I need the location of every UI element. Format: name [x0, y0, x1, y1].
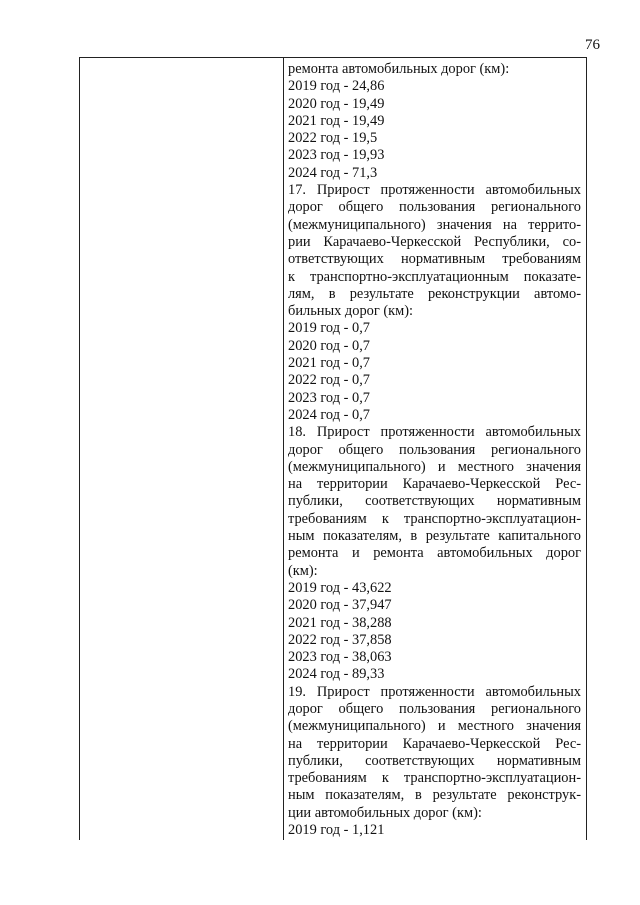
indicator-19-text: (межмуниципального) и местного значения: [288, 718, 581, 735]
indicator-19-text: ным показателям, в результате реконструк-: [288, 787, 581, 804]
indicator-17-text: дорог общего пользования регионального: [288, 199, 581, 216]
table-right-cell: [284, 58, 586, 840]
indicator-19-text: дорог общего пользования регионального: [288, 700, 581, 717]
indicator-18-text: 18. Прирост протяженности автомобильных: [288, 424, 581, 441]
year-value-line: 2021 год - 19,49: [288, 112, 385, 129]
indicator-19-text: ции автомобильных дорог (км):: [288, 804, 482, 821]
indicator-18-text: требованиям к транспортно-эксплуатацион-: [288, 510, 581, 527]
year-value-line: 2020 год - 37,947: [288, 597, 392, 614]
year-value-line: 2024 год - 71,3: [288, 164, 378, 181]
indicator-18-text: публики, соответствующих нормативным: [288, 493, 581, 510]
year-value-line: 2022 год - 37,858: [288, 631, 392, 648]
indicator-19-text: требованиям к транспортно-эксплуатацион-: [288, 770, 581, 787]
indicator-17-text: бильных дорог (км):: [288, 303, 414, 320]
indicator-18-text: дорог общего пользования регионального: [288, 441, 581, 458]
year-value-line: 2020 год - 19,49: [288, 95, 385, 112]
indicator-17-text: к транспортно-эксплуатационным показате-: [288, 268, 581, 285]
year-value-line: 2019 год - 1,121: [288, 822, 385, 839]
indicator-17-text: 17. Прирост протяженности автомобильных: [288, 182, 581, 199]
year-value-line: 2023 год - 19,93: [288, 147, 385, 164]
indicator-17-text: рии Карачаево-Черкесской Республики, со-: [288, 233, 581, 250]
year-value-line: 2022 год - 19,5: [288, 130, 378, 147]
year-value-line: 2024 год - 0,7: [288, 406, 371, 423]
page-number: 76: [585, 37, 600, 53]
indicator-19-text: 19. Прирост протяженности автомобильных: [288, 683, 581, 700]
table-left-cell: [80, 58, 284, 840]
indicator-18-text: ным показателям, в результате капитального: [288, 528, 581, 545]
indicator-19-text: на территории Карачаево-Черкесской Рес-: [288, 735, 581, 752]
year-value-line: 2021 год - 0,7: [288, 355, 371, 372]
year-value-line: 2024 год - 89,33: [288, 666, 385, 683]
year-value-line: 2020 год - 0,7: [288, 337, 371, 354]
year-value-line: 2021 год - 38,288: [288, 614, 392, 631]
indicator-18-text: ремонта и ремонта автомобильных дорог: [288, 545, 581, 562]
indicator-18-text: на территории Карачаево-Черкесской Рес-: [288, 476, 581, 493]
indicator-18-text: (км):: [288, 562, 318, 579]
text-line: ремонта автомобильных дорог (км):: [288, 61, 510, 77]
year-value-line: 2022 год - 0,7: [288, 372, 371, 389]
indicator-17-text: лям, в результате реконструкции автомо-: [288, 285, 581, 302]
year-value-line: 2019 год - 24,86: [288, 78, 385, 95]
year-value-line: 2019 год - 0,7: [288, 320, 371, 337]
indicator-18-text: (межмуниципального) и местного значения: [288, 458, 581, 475]
year-value-line: 2019 год - 43,622: [288, 579, 392, 596]
year-value-line: 2023 год - 38,063: [288, 649, 392, 666]
indicators-table: [79, 57, 587, 840]
indicator-17-text: (межмуниципального) значения на террито-: [288, 216, 581, 233]
indicator-19-text: публики, соответствующих нормативным: [288, 752, 581, 769]
indicator-17-text: ответствующих нормативным требованиям: [288, 251, 581, 268]
year-value-line: 2023 год - 0,7: [288, 389, 371, 406]
